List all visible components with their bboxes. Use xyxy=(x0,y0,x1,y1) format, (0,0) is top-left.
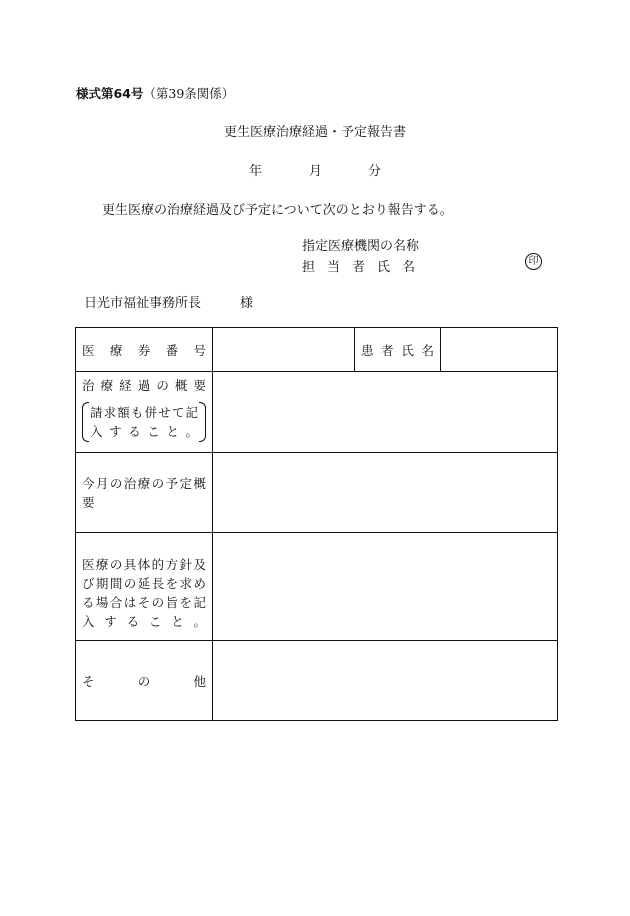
table-row xyxy=(76,372,558,453)
treatment-summary-field[interactable] xyxy=(213,372,558,453)
patient-name-field[interactable] xyxy=(441,328,558,372)
label-char: 他 xyxy=(193,673,206,689)
period-year-label: 年 xyxy=(249,164,263,179)
other-field[interactable] xyxy=(213,641,558,721)
extension-policy-field[interactable] xyxy=(213,533,558,641)
institution-name-label: 指定医療機関の名称 xyxy=(302,239,420,254)
treatment-summary-label xyxy=(82,376,206,394)
addressee: 日光市福祉事務所長 xyxy=(84,296,202,311)
other-label-cell xyxy=(76,641,213,721)
ticket-number-field[interactable] xyxy=(213,328,355,372)
monthly-plan-label-cell xyxy=(76,453,213,533)
monthly-plan-field[interactable] xyxy=(213,453,558,533)
label-char: の xyxy=(137,673,151,689)
table-row xyxy=(76,533,558,641)
form-number-text: 様式第64号 xyxy=(76,86,144,101)
label-char: 号 xyxy=(193,342,206,358)
label-char: そ xyxy=(82,673,95,689)
label-char: 経 xyxy=(119,378,132,393)
form-number xyxy=(76,84,234,102)
table-row xyxy=(76,453,558,533)
page-title: 更生医療治療経過・予定報告書 xyxy=(223,125,406,140)
monthly-plan-label: 今月の治療の予定概要 xyxy=(82,475,206,510)
table-row xyxy=(76,328,558,372)
seal-icon: 印 xyxy=(525,253,542,270)
label-char: 概 xyxy=(174,378,188,393)
label-char: 番 xyxy=(165,342,179,358)
label-char: 医 xyxy=(82,342,95,358)
ticket-number-label xyxy=(82,341,206,359)
patient-name-label-cell xyxy=(355,328,441,372)
label-char: 者 xyxy=(381,342,394,358)
label-char: 患 xyxy=(361,342,374,358)
treatment-summary-label-cell xyxy=(76,372,213,453)
label-char: 過 xyxy=(137,378,151,393)
treatment-summary-note: 請求額も併せて記入すること。 xyxy=(82,402,206,442)
label-char: 治 xyxy=(82,378,95,393)
label-char: の xyxy=(156,378,169,393)
label-char: 券 xyxy=(137,342,151,358)
label-char: 療 xyxy=(100,378,114,393)
label-char: 要 xyxy=(193,378,206,393)
person-in-charge-label: 担当者氏名 xyxy=(302,260,428,275)
period-month-label: 月 xyxy=(309,164,323,179)
label-char: 名 xyxy=(421,342,434,358)
patient-name-label xyxy=(361,341,434,359)
report-table xyxy=(75,327,558,721)
label-char: 療 xyxy=(109,342,123,358)
other-label xyxy=(82,672,206,690)
form-relation: （第39条関係） xyxy=(143,86,235,101)
ticket-number-label-cell xyxy=(76,328,213,372)
label-char: 氏 xyxy=(401,342,414,358)
table-row xyxy=(76,641,558,721)
extension-policy-label: 医療の具体的方針及び期間の延長を求める場合はその旨を記入すること。 xyxy=(82,557,206,629)
honorific: 様 xyxy=(240,296,254,311)
extension-policy-label-cell xyxy=(76,533,213,641)
period-part-label: 分 xyxy=(368,164,382,179)
intro-text: 更生医療の治療経過及び予定について次のとおり報告する。 xyxy=(102,203,453,218)
